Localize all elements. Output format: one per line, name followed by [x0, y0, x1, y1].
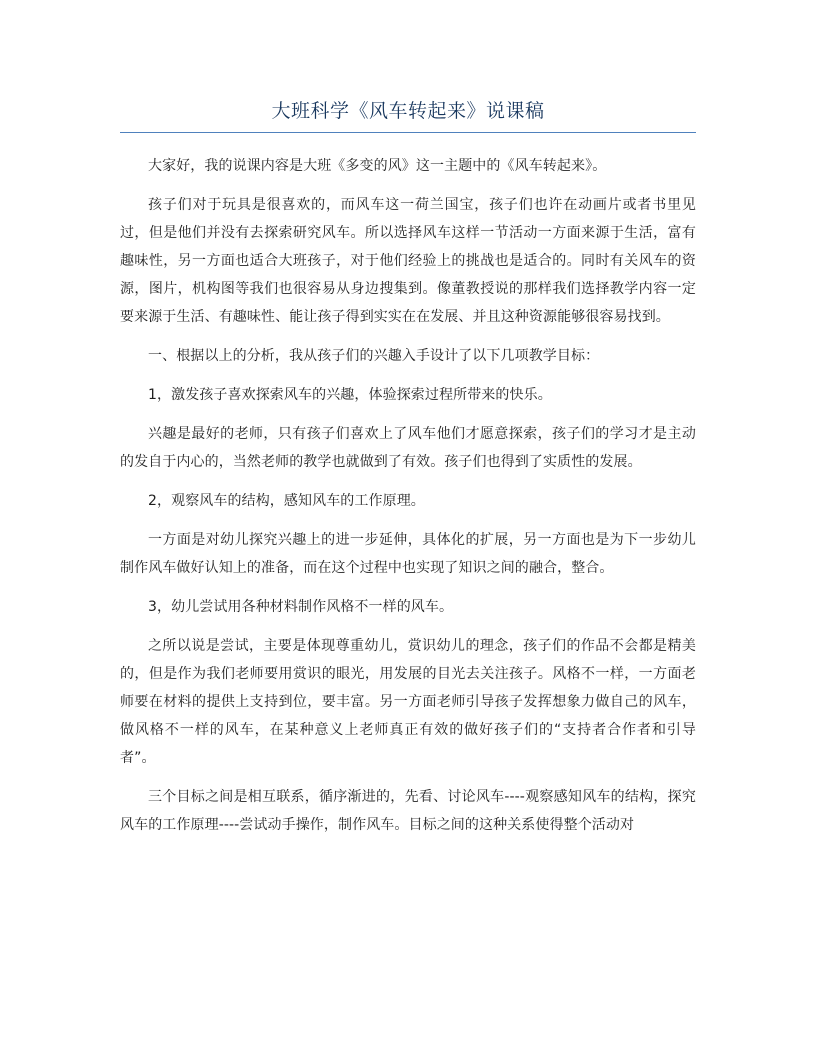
title-block: [120, 98, 696, 133]
paragraph-goal-2: 2，观察风车的结构，感知风车的工作原理。: [148, 493, 425, 509]
paragraph-goals-relationship: 三个目标之间是相互联系，循序渐进的，先看、讨论风车----观察感知风车的结构，探究风车的工作原理----尝试动手操作，制作风车。目标之间的这种关系使得整个活动对: [120, 789, 696, 833]
paragraph-goal-3-explanation: 之所以说是尝试，主要是体现尊重幼儿，赏识幼儿的理念，孩子们的作品不会都是精美的，但是作为我们老师要用赏识的眼光，用发展的目光去关注孩子。风格不一样，一方面老师要在材料的提供上支持到位，要丰富。另一方面老师引导孩子发挥想象力做自己的风车，做风格不一样的风车，在某种意义上老师真正有效的做好孩子们的“支持者合作者和引导者”。: [120, 638, 696, 766]
paragraph-intro: 大家好，我的说课内容是大班《多变的风》这一主题中的《风车转起来》。: [148, 158, 607, 174]
paragraph-goal-1-explanation: 兴趣是最好的老师，只有孩子们喜欢上了风车他们才愿意探索，孩子们的学习才是主动的发自于内心的，当然老师的教学也就做到了有效。孩子们也得到了实质性的发展。: [120, 426, 696, 470]
paragraph-reason: 孩子们对于玩具是很喜欢的，而风车这一荷兰国宝，孩子们也许在动画片或者书里见过，但是他们并没有去探索研究风车。所以选择风车这样一节活动一方面来源于生活，富有趣味性，另一方面也适合大班孩子，对于他们经验上的挑战也是适合的。同时有关风车的资源，图片，机构图等我们也很容易从身边搜集到。像董教授说的那样我们选择教学内容一定要来源于生活、有趣味性、能让孩子得到实实在在发展、并且这种资源能够很容易找到。: [120, 197, 696, 325]
document-title: 大班科学《风车转起来》说课稿: [271, 100, 545, 122]
paragraph-goal-3: 3，幼儿尝试用各种材料制作风格不一样的风车。: [148, 599, 454, 615]
paragraph-goal-2-explanation: 一方面是对幼儿探究兴趣上的进一步延伸，具体化的扩展，另一方面也是为下一步幼儿制作风车做好认知上的准备，而在这个过程中也实现了知识之间的融合，整合。: [120, 532, 696, 576]
paragraph-goal-1: 1，激发孩子喜欢探索风车的兴趣，体验探索过程所带来的快乐。: [148, 387, 552, 403]
document-body: [120, 152, 696, 850]
paragraph-goals-heading: 一、根据以上的分析，我从孩子们的兴趣入手设计了以下几项教学目标：: [148, 348, 600, 364]
